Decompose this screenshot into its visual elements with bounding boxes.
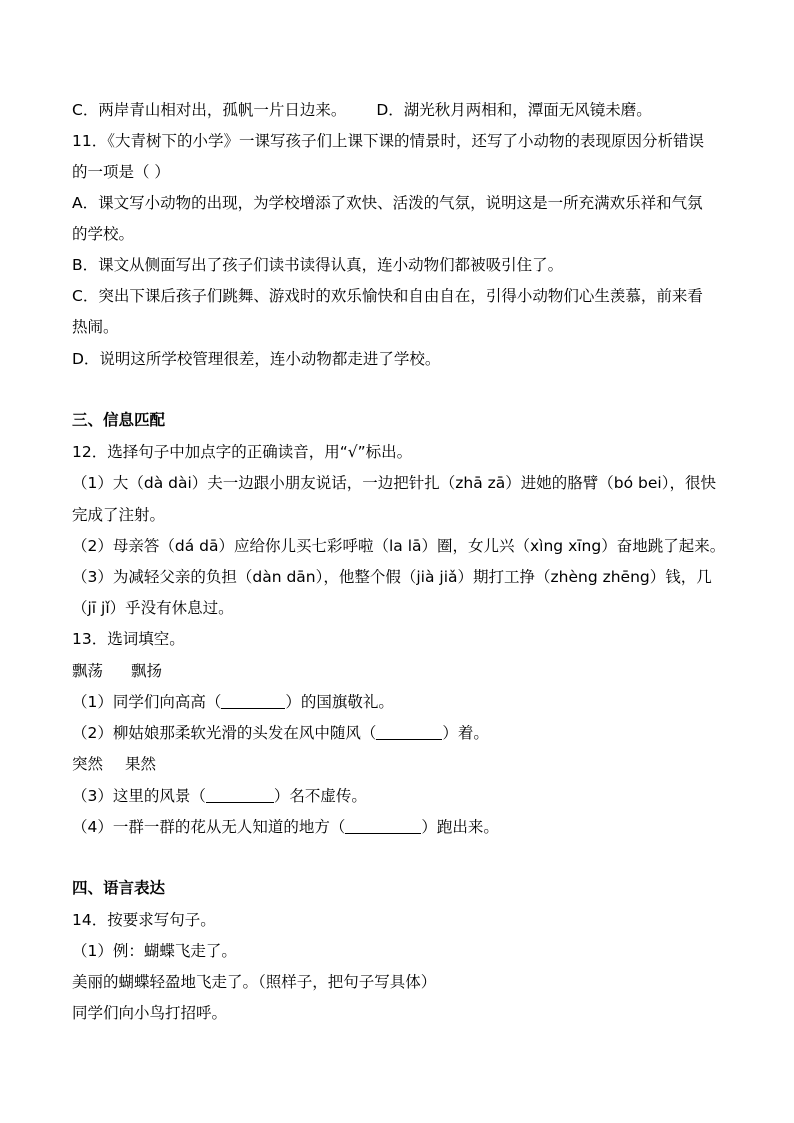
answer-blank[interactable] <box>376 725 442 740</box>
q11-stem-line2: 的一项是（ ） <box>72 163 170 181</box>
q10-option-d: D．湖光秋月两相和，潭面无风镜未磨。 <box>376 101 652 119</box>
word-option: 飘荡 <box>72 662 104 680</box>
word-option: 飘扬 <box>131 662 163 680</box>
section4-heading: 四、语言表达 <box>72 879 166 897</box>
q11-option-a-line1: A．课文写小动物的出现，为学校增添了欢快、活泼的气氛，说明这是一所充满欢乐祥和气氛 <box>72 194 703 212</box>
q13-3-text-after: ）名不虚传。 <box>273 787 367 805</box>
q13-4 <box>72 817 732 837</box>
q13-2 <box>72 723 732 743</box>
q13-1-text-before: （1）同学们向高高（ <box>72 693 222 711</box>
q13-stem: 13．选词填空。 <box>72 630 185 648</box>
q10-options-cd <box>72 100 732 120</box>
q11-stem-line1: 11．《大青树下的小学》一课写孩子们上课下课的情景时，还写了小动物的表现原因分析错误 <box>72 132 704 150</box>
q14-1-model: 美丽的蝴蝶轻盈地飞走了。（照样子，把句子写具体） <box>72 973 437 991</box>
q12-2: （2）母亲答（dá dā）应给你儿买七彩呼啦（la lā）圈，女儿兴（xìng xīng）奋地跳了起来。 <box>72 537 726 555</box>
q10-option-c: C．两岸青山相对出，孤帆一片日边来。 <box>72 101 347 119</box>
q12-1-line2: 完成了注射。 <box>72 506 166 524</box>
q13-1 <box>72 692 732 712</box>
answer-blank[interactable] <box>345 819 421 834</box>
q14-stem: 14．按要求写句子。 <box>72 911 216 929</box>
q12-3-line1: （3）为减轻父亲的负担（dàn dān），他整个假（jià jiǎ）期打工挣（zhèng zhēng）钱，几 <box>72 568 712 586</box>
q14-1-example: （1）例：蝴蝶飞走了。 <box>72 942 237 960</box>
section3-heading: 三、信息匹配 <box>72 411 166 429</box>
answer-blank[interactable] <box>221 694 285 709</box>
q14-1-task: 同学们向小鸟打招呼。 <box>72 1004 228 1022</box>
q12-1-line1: （1）大（dà dài）夫一边跟小朋友说话，一边把针扎（zhā zā）进她的胳臂（bó bei），很快 <box>72 474 716 492</box>
answer-blank[interactable] <box>206 788 274 803</box>
q13-1-text-after: ）的国旗敬礼。 <box>285 693 394 711</box>
q12-3-line2: （jī jǐ）乎没有休息过。 <box>72 599 234 617</box>
word-group-1 <box>72 661 732 681</box>
q11-option-a-line2: 的学校。 <box>72 225 135 243</box>
q13-4-text-after: ）跑出来。 <box>421 818 499 836</box>
q11-option-c-line2: 热闹。 <box>72 318 119 336</box>
q11-option-c-line1: C．突出下课后孩子们跳舞、游戏时的欢乐愉快和自由自在，引得小动物们心生羡慕，前来看 <box>72 287 703 305</box>
q13-2-text-before: （2）柳姑娘那柔软光滑的头发在风中随风（ <box>72 724 377 742</box>
q11-option-b: B．课文从侧面写出了孩子们读书读得认真，连小动物们都被吸引住了。 <box>72 256 564 274</box>
q13-3 <box>72 786 732 806</box>
q11-option-d: D．说明这所学校管理很差，连小动物都走进了学校。 <box>72 350 441 368</box>
q13-3-text-before: （3）这里的风景（ <box>72 787 206 805</box>
q13-4-text-before: （4）一群一群的花从无人知道的地方（ <box>72 818 346 836</box>
q13-2-text-after: ）着。 <box>442 724 489 742</box>
q12-stem: 12．选择句子中加点字的正确读音，用“√”标出。 <box>72 443 413 461</box>
word-option: 果然 <box>125 755 157 773</box>
word-option: 突然 <box>72 755 104 773</box>
word-group-2 <box>72 754 732 774</box>
